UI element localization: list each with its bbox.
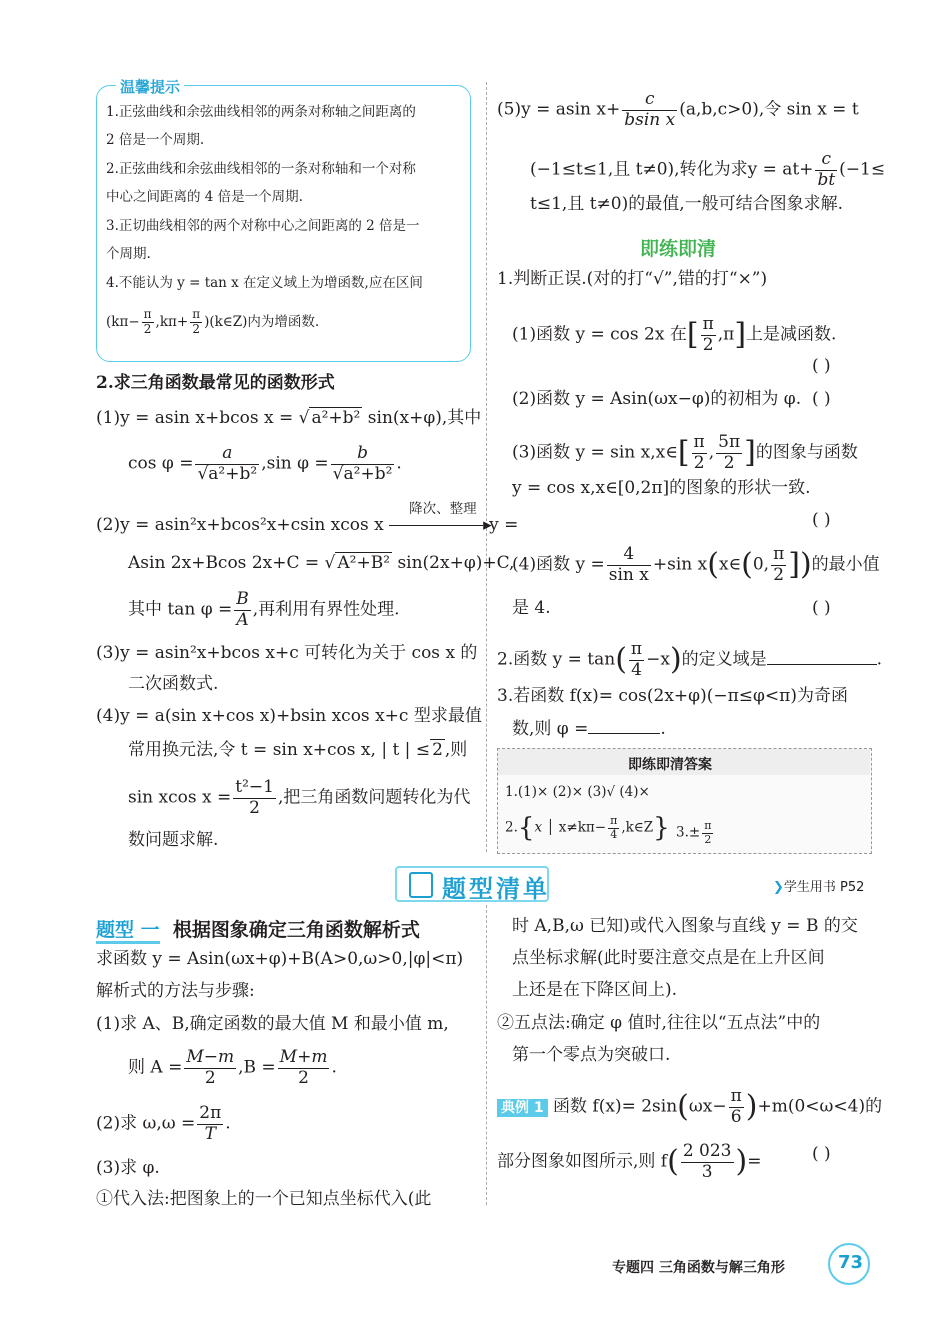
tips-title: 温馨提示: [116, 76, 184, 97]
formula-2-line1: (2)y = asin²x+bcos²x+csin xcos x 降次、整理 ▸y =: [96, 501, 519, 535]
example-answer-paren[interactable]: ( ): [812, 1144, 831, 1164]
method-line-1: 求函数 y = Asin(ωx+φ)+B(A>0,ω>0,|φ|<π): [96, 949, 464, 969]
method-line-5: (2)求 ω,ω = $\frac{2\pi}{T}$ .: [96, 1103, 231, 1144]
tip-2-line1: 2.正弦曲线和余弦曲线相邻的一条对称轴和一个对称: [106, 161, 416, 177]
question-1: 1.判断正误.(对的打“√”,错的打“×”): [497, 269, 768, 289]
chapter-title: 专题四 三角函数与解三角形: [612, 1260, 785, 1276]
answer-blank-2[interactable]: [767, 664, 877, 665]
question-1-4-line2: 是 4.: [512, 598, 551, 618]
answer-paren-1[interactable]: ( ): [812, 356, 831, 376]
method-line-9: 点坐标求解(此时要注意交点是在上升区间: [512, 948, 825, 968]
answer-paren-4[interactable]: ( ): [812, 598, 831, 618]
tip-3-line2: 个周期.: [106, 246, 151, 262]
question-2: 2.函数 y = tan( $\frac{\pi}{4}$ −x)的定义域是 .: [497, 639, 883, 680]
formula-5-line3: t≤1,且 t≠0)的最值,一般可结合图象求解.: [530, 194, 844, 214]
arrow-icon: ❯: [773, 880, 784, 895]
answer-paren-3[interactable]: ( ): [812, 510, 831, 530]
formula-2-line3: 其中 tan φ = $\frac{B}{A}$ ,再利用有界性处理.: [128, 589, 400, 630]
formula-4-line1: (4)y = a(sin x+cos x)+bsin xcos x+c 型求最值: [96, 706, 482, 726]
question-3-line2: 数,则 φ = .: [512, 719, 666, 739]
question-1-1: (1)函数 y = cos 2x 在[ $\frac{\pi}{2}$ ,π]上是减函数.: [512, 314, 837, 355]
method-line-3: (1)求 A、B,确定函数的最大值 M 和最小值 m,: [96, 1014, 449, 1034]
tip-2-line2: 中心之间距离的 4 倍是一个周期.: [106, 189, 303, 205]
formula-3-line2: 二次函数式.: [128, 674, 219, 694]
tip-1-line1: 1.正弦曲线和余弦曲线相邻的两条对称轴之间距离的: [106, 104, 416, 120]
answer-2: 2.{x │ x≠kπ− $\frac{\pi}{4}$ ,k∈Z}: [505, 813, 670, 844]
tip-1-line2: 2 倍是一个周期.: [106, 132, 205, 148]
question-1-2: (2)函数 y = Asin(ωx−φ)的初相为 φ.: [512, 389, 802, 409]
example-line-2: 部分图象如图所示,则 f( $\frac{2 023}{3}$ )=: [497, 1141, 762, 1182]
example-line-1: 典例 1 函数 f(x)= 2sin(ωx− $\frac{\pi}{6}$ )+m(0<ω<4)的: [497, 1087, 882, 1127]
section-heading: 2.求三角函数最常见的函数形式: [96, 373, 335, 393]
method-line-10: 上还是在下降区间上).: [512, 980, 678, 1000]
question-1-3-line1: (3)函数 y = sin x,x∈[ $\frac{\pi}{2}$ , $\frac{5\pi}{2}$ ]的图象与函数: [512, 432, 858, 473]
method-line-6: (3)求 φ.: [96, 1158, 160, 1178]
formula-4-line2: 常用换元法,令 t = sin x+cos x, | t | ≤ 2 ,则: [128, 740, 468, 760]
method-line-12: 第一个零点为突破口.: [512, 1045, 671, 1065]
column-divider: [486, 82, 487, 852]
page-number: 73: [838, 1252, 864, 1273]
topic-heading: 题型 一 根据图象确定三角函数解析式: [96, 915, 420, 942]
answer-3: 3.± $\frac{\pi}{2}$: [676, 819, 712, 846]
formula-5-line2: (−1≤t≤1,且 t≠0),转化为求y = at+ $\frac{c}{bt}$ (−1≤: [530, 149, 886, 190]
student-book-ref[interactable]: ❯学生用书 P52: [773, 880, 865, 895]
method-line-7: ①代入法:把图象上的一个已知点坐标代入(此: [96, 1189, 432, 1209]
answer-paren-2[interactable]: ( ): [812, 389, 831, 409]
column-divider-bottom: [486, 905, 487, 1205]
method-line-8: 时 A,B,ω 已知)或代入图象与直线 y = B 的交: [512, 916, 858, 936]
formula-3-line1: (3)y = asin²x+bcos x+c 可转化为关于 cos x 的: [96, 643, 478, 663]
section-banner-title: 题型清单: [442, 875, 550, 903]
formula-1-line1: (1)y = asin x+bcos x = √ a²+b² sin(x+φ),其中: [96, 408, 482, 428]
question-1-3-line2: y = cos x,x∈[0,2π]的图象的形状一致.: [512, 478, 811, 498]
answer-1: 1.(1)× (2)× (3)√ (4)×: [505, 784, 650, 800]
method-line-2: 解析式的方法与步骤:: [96, 981, 255, 1001]
formula-4-line3: sin xcos x = $\frac{\text{t²−1}}{2}$ ,把三角函数问题转化为代: [128, 777, 471, 818]
tip-4-line2: (kπ− $\frac{\pi}{2}$ ,kπ+ $\frac{\pi}{2}$ )(k∈Z)内为增函数.: [106, 307, 320, 336]
question-1-4-line1: (4)函数 y = $\frac{4}{\text{sin x}}$ +sin x(x∈(0, $\frac{\pi}{2}$ ])的最小值: [512, 544, 880, 585]
method-line-4: 则 A = $\frac{M-m}{2}$ ,B = $\frac{M+m}{2}$ .: [128, 1047, 337, 1088]
formula-1-line2: cos φ = $\frac{a}{\text{√a²+b²}}$ ,sin φ = $\frac{b}{\text{√a²+b²}}$ .: [128, 443, 402, 484]
tip-4-line1: 4.不能认为 y = tan x 在定义域上为增函数,应在区间: [106, 275, 423, 291]
question-3-line1: 3.若函数 f(x)= cos(2x+φ)(−π≤φ<π)为奇函: [497, 686, 848, 706]
practice-title: 即练即清: [640, 238, 717, 260]
formula-2-line2: Asin 2x+Bcos 2x+C = √ A²+B² sin(2x+φ)+C,: [128, 553, 515, 573]
method-line-11: ②五点法:确定 φ 值时,往往以“五点法”中的: [497, 1013, 821, 1033]
formula-5-line1: (5)y = asin x+ $\frac{c}{\text{bsin x}}$ (a,b,c>0),令 sin x = t: [497, 89, 859, 130]
answer-box-title: 即练即清答案: [628, 757, 712, 773]
tip-3-line1: 3.正切曲线相邻的两个对称中心之间距离的 2 倍是一: [106, 218, 420, 234]
checklist-icon: [409, 872, 433, 898]
formula-4-line4: 数问题求解.: [128, 830, 219, 850]
answer-blank-3[interactable]: [588, 733, 660, 734]
example-tag: 典例 1: [497, 1099, 548, 1117]
